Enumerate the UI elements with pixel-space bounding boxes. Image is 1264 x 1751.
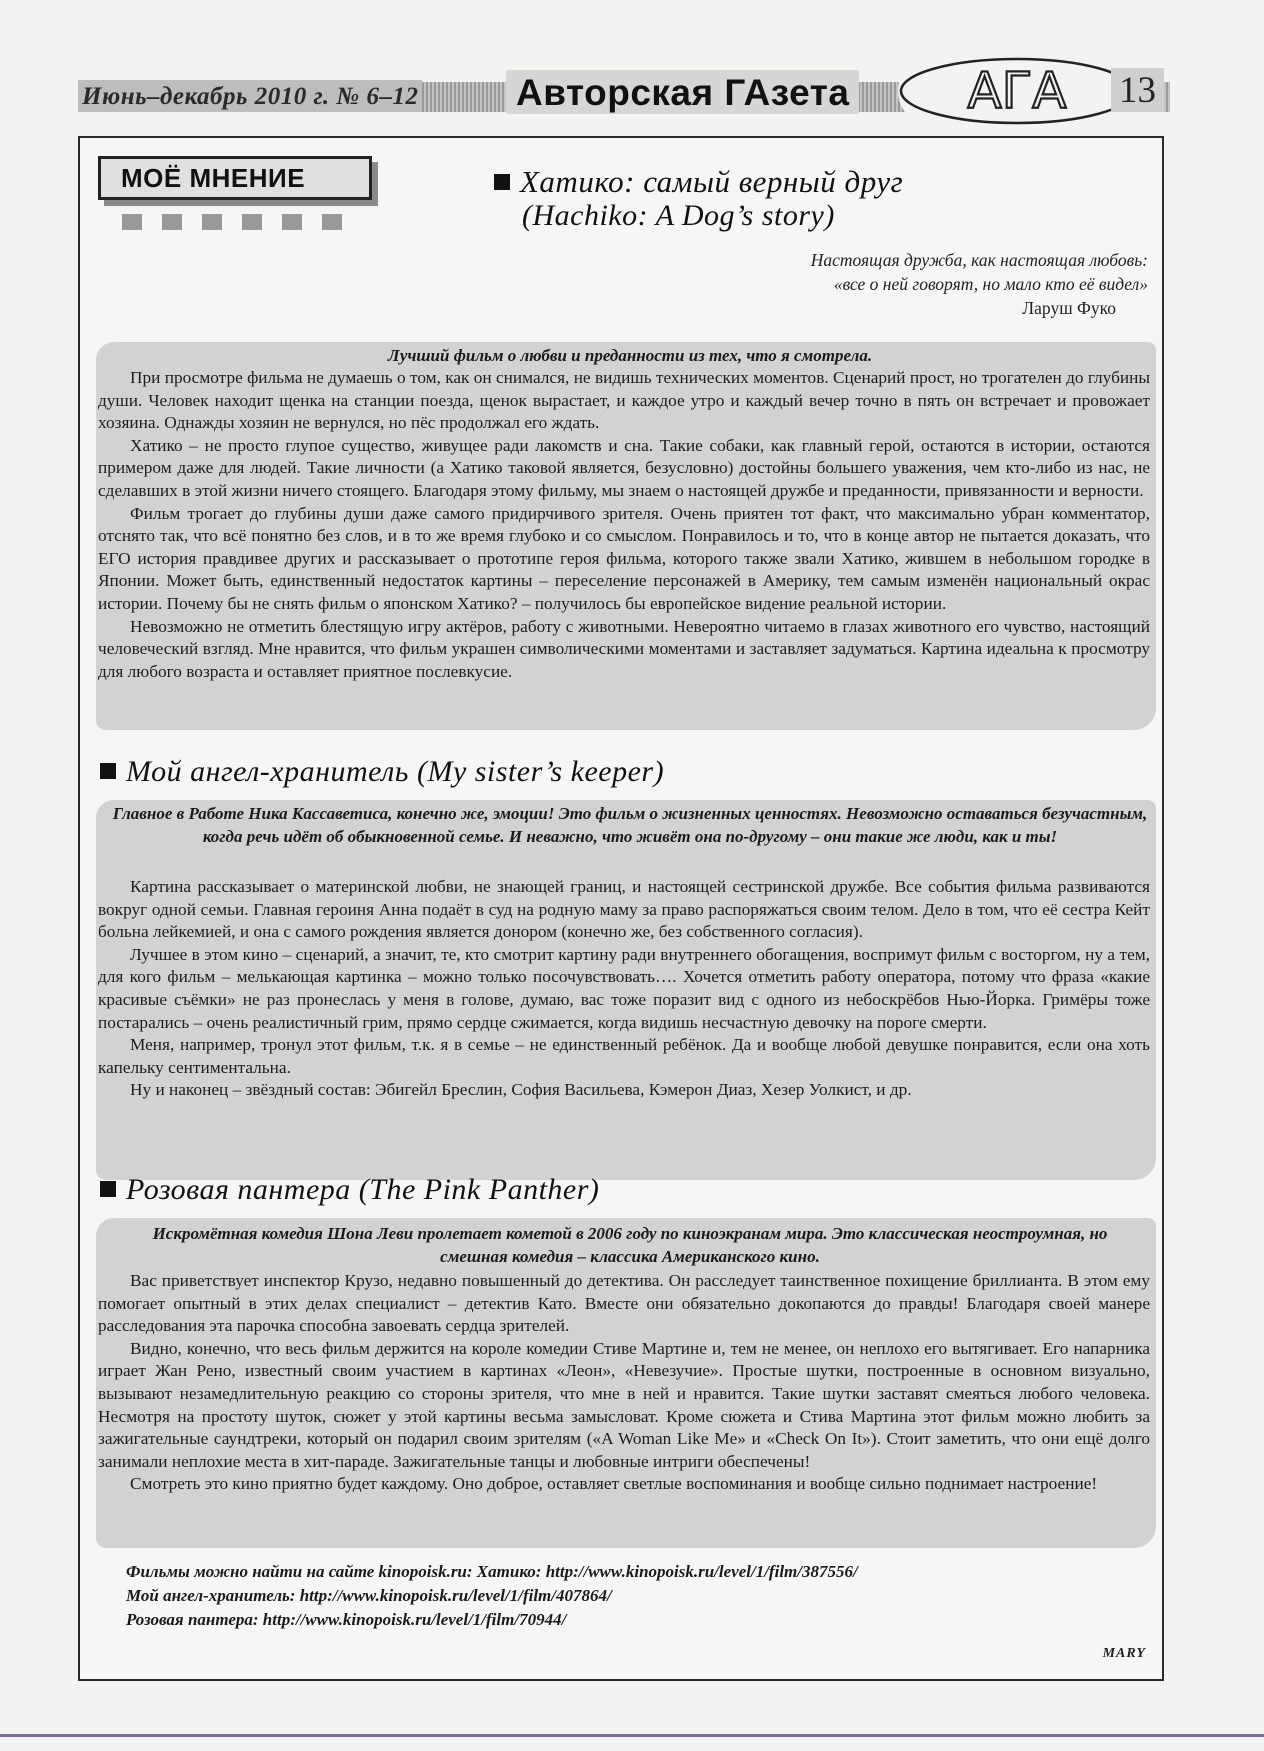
square-bullet-icon bbox=[100, 763, 116, 779]
article2-title-text: Мой ангел-хранитель (My sister’s keeper) bbox=[126, 755, 665, 788]
article1-title-line2: (Hachiko: A Dog’s story) bbox=[522, 199, 835, 232]
bottom-rule bbox=[0, 1734, 1264, 1737]
square-bullet-icon bbox=[494, 174, 510, 190]
article2-paragraph: Ну и наконец – звёздный состав: Эбигейл Бреслин, София Васильева, Кэмерон Диаз, Хезер Уолкист, и др. bbox=[130, 1080, 912, 1100]
article1-paragraph: Невозможно не отметить блестящую игру актёров, работу с животными. Невероятно читаемо в глазах животного его чувство, настоящий человеческий взгляд. Мне нравится, что фильм украшен символическими моментами и заставляет задуматься. Картина идеальна к просмотру для любого возраста и оставляет приятное послевкусие. bbox=[98, 616, 1150, 681]
rubric-label: МОЁ МНЕНИЕ bbox=[98, 156, 372, 200]
logo bbox=[898, 56, 1136, 126]
article2-paragraph: Меня, например, тронул этот фильм, т.к. я в семье – не единственный ребёнок. Да и вообще любой девушке понравится, если она хоть капельку сентиментальна. bbox=[98, 1035, 1150, 1077]
film-link-hachiko: Фильмы можно найти на сайте kinopoisk.ru: Хатико: http://www.kinopoisk.ru/level/1/film/387556/ bbox=[126, 1562, 858, 1581]
article2-paragraph: Лучшее в этом кино – сценарий, а значит, те, кто смотрит картину ради внутреннего обогащения, воспримут фильм с восторгом, ну а тем, для кого фильм – мелькающая картинка – можно только посочувствовать…. Хочется отметить работу оператора, потому что фраза «какие красивые съёмки» не раз пронеслась у меня в голове, думаю, вас тоже поразит вид с одного из небоскрёбов Нью-Йорка. Гримёры тоже постарались – очень реалистичный грим, прямо сердце сжимается, когда видишь несчастную девочку на пороге смерти. bbox=[98, 944, 1150, 1032]
film-link-keeper: Мой ангел-хранитель: http://www.kinopoisk.ru/level/1/film/407864/ bbox=[126, 1586, 612, 1605]
page-number: 13 bbox=[1111, 68, 1164, 112]
article3-lead: Искромётная комедия Шона Леви пролетает кометой в 2006 году по киноэкранам мира. Это классическая неостроумная, но смешная комедия – классика Американского кино. bbox=[152, 1224, 1108, 1266]
article3-paragraph: Видно, конечно, что весь фильм держится на короле комедии Стиве Мартине и, тем не менее, он неплохо его вытягивает. Его напарника играет Жан Рено, известный своим участием в картинах «Леон», «Невезучие». Простые шутки, построенные в основном визуально, вызывают незамедлительную реакцию со стороны зрителя, что мне в ней и нравится. Такие шутки заставят смеяться любого человека. Несмотря на простоту шуток, сюжет у этой картины весьма замысловат. Кроме сюжета и Стива Мартина этот фильм можно любить за зажигательные саундтреки, который он подарил своим зрителям («A Woman Like Me» и «Check On It»). Стоит заметить, что они ещё долго занимали неплохие места в хит-параде. Зажигательные танцы и любовные интриги обеспечены! bbox=[98, 1338, 1150, 1471]
square-bullet-icon bbox=[100, 1181, 116, 1197]
article2-title bbox=[100, 754, 1140, 790]
article1-paragraph: Фильм трогает до глубины души даже самого придирчивого зрителя. Очень приятен тот факт, что максимально убран комментатор, отснято так, что всё понятно без слов, и в то же время глубоко и со смыслом. Понравилось и то, что в конце автор не пытается доказать, что ЕГО история правдивее других и рассказывает о прототипе героя фильма, которого также звали Хатико, жившем в небольшом городке в Японии. Может быть, единственный недостаток картины – переселение персонажей в Америку, тем самым изменён национальный окрас истории. Почему бы не снять фильм о японском Хатико? – получилось бы европейское видение реальной истории. bbox=[98, 503, 1150, 613]
article2-paragraph: Картина рассказывает о материнской любви, не знающей границ, и настоящей сестринской дружбе. Все события фильма развиваются вокруг одной семьи. Главная героиня Анна подаёт в суд на родную маму за право распоряжаться своим телом. Дело в том, что её сестра Кейт больна лейкемией, и она с самого рождения является донором (конечно же, без собственного согласия). bbox=[98, 877, 1150, 942]
author-signature: MARY bbox=[1102, 1646, 1146, 1661]
article2-body bbox=[98, 876, 1150, 1102]
article1-title-line1: Хатико: самый верный друг bbox=[520, 164, 904, 199]
rubric-dots bbox=[122, 214, 362, 235]
article3-title bbox=[100, 1172, 1140, 1208]
article3-paragraph: Вас приветствует инспектор Крузо, недавно повышенный до детектива. Он расследует таинственное похищение бриллианта. В этом ему помогает опытный в этих делах специалист – детектив Като. Вместе они обязательно докопаются до правды! Благодаря своей манере расследования эта парочка способна завоевать сердца зрителей. bbox=[98, 1271, 1150, 1336]
logo-graphic bbox=[898, 56, 1136, 126]
article3-title-text: Розовая пантера (The Pink Panther) bbox=[126, 1173, 600, 1206]
article1-paragraph: Хатико – не просто глупое существо, живущее ради лакомств и сна. Такие собаки, как главный герой, остаются в истории, остаются примером даже для людей. Такие личности (а Хатико таковой является, безусловно) достойны большего уважения, чем кто-либо из нас, не сделавших в этой жизни ничего стоящего. Благодаря этому фильму, мы знаем о настоящей дружбе и преданности, привязанности и верности. bbox=[98, 435, 1150, 500]
film-links bbox=[126, 1560, 858, 1632]
rubric bbox=[98, 156, 400, 234]
epigraph bbox=[811, 248, 1148, 296]
newspaper-title: Авторская ГАзета bbox=[506, 70, 859, 114]
masthead bbox=[78, 64, 1170, 120]
article1-lead: Лучший фильм о любви и преданности из тех, что я смотрела. bbox=[387, 346, 873, 365]
epigraph-line1: Настоящая дружба, как настоящая любовь: bbox=[810, 250, 1148, 270]
article3-body bbox=[98, 1270, 1150, 1496]
article2-lead: Главное в Работе Ника Кассаветиса, конечно же, эмоции! Это фильм о жизненных ценностях. Невозможно оставаться безучастным, когда речь идёт об обыкновенной семье. И неважно, что живёт она по-другому – они такие же люди, как и ты! bbox=[112, 804, 1148, 846]
film-link-panther: Розовая пантера: http://www.kinopoisk.ru/level/1/film/70944/ bbox=[126, 1610, 567, 1629]
article3-paragraph: Смотреть это кино приятно будет каждому. Оно доброе, оставляет светлые воспоминания и вообще сильно поднимает настроение! bbox=[130, 1474, 1098, 1494]
issue-date: Июнь–декабрь 2010 г. № 6–12 bbox=[78, 80, 422, 112]
epigraph-line2: «все о ней говорят, но мало кто её видел» bbox=[833, 274, 1148, 294]
epigraph-author: Ларуш Фуко bbox=[1022, 298, 1116, 318]
logo-letters: АГА bbox=[967, 62, 1067, 120]
article1-body bbox=[98, 367, 1150, 683]
article1-paragraph: При просмотре фильма не думаешь о том, как он снимался, не видишь технических моментов. Сценарий прост, но трогателен до глубины души. Человек находит щенка на станции поезда, щенок вырастает, и каждое утро и каждый вечер точно в пять он встречает и провожает хозяина. Однажды хозяин не вернулся, но пёс продолжал его ждать. bbox=[98, 368, 1150, 433]
article1-title bbox=[494, 164, 1134, 200]
